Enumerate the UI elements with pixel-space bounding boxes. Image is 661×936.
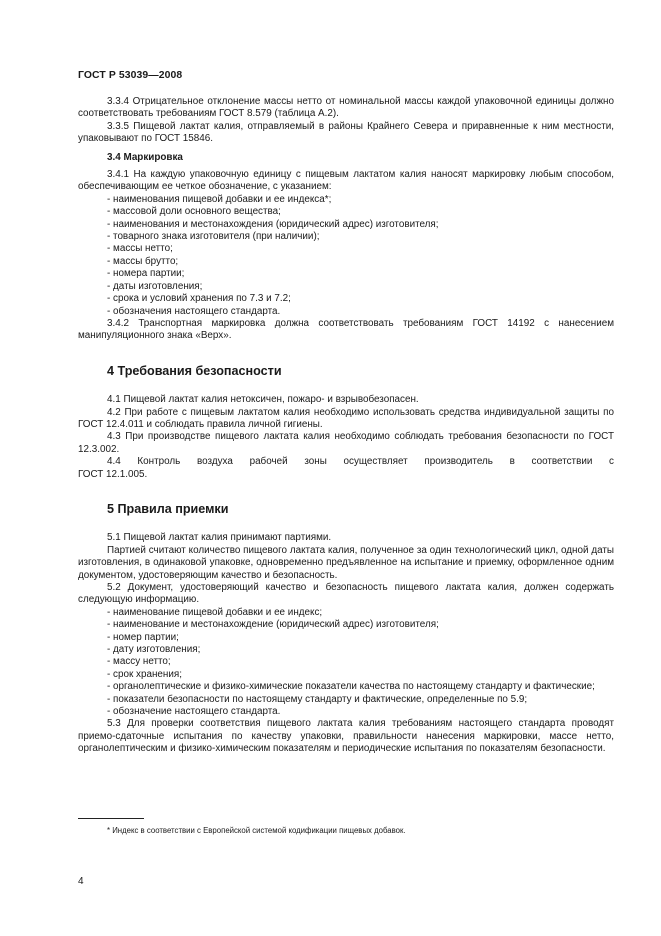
- document-body: [78, 96, 614, 756]
- paragraph-4-3: 4.3 При производстве пищевого лактата калия необходимо соблюдать требования безопасности по ГОСТ 12.3.002.: [78, 431, 614, 455]
- section-5-title: 5 Правила приемки: [107, 501, 229, 516]
- paragraph-3-4-2: 3.4.2 Транспортная маркировка должна соответствовать требованиям ГОСТ 14192 с нанесением манипуляционного знака «Верх».: [78, 317, 614, 342]
- document-header: ГОСТ Р 53039—2008: [78, 70, 183, 81]
- section-4-title: 4 Требования безопасности: [107, 363, 282, 378]
- list-item: - наименования пищевой добавки и ее индекса*;: [107, 193, 332, 205]
- list-item: - номер партии;: [107, 631, 179, 643]
- paragraph-5-2: 5.2 Документ, удостоверяющий качество и безопасность пищевого лактата калия, должен содержать следующую информацию.: [78, 582, 614, 606]
- list-item: - обозначение настоящего стандарта.: [107, 706, 281, 718]
- list-item: - дату изготовления;: [107, 644, 201, 656]
- list-item: - срока и условий хранения по 7.3 и 7.2;: [107, 293, 291, 305]
- paragraph-5-1-batch: Партией считают количество пищевого лактата калия, полученное за один технологический цикл, одной даты изготовления, в одинаковой упаковке, одновременно предъявленное на испытание и приемку, оформленное одним документом, удостоверяющим качество и безопасность.: [78, 544, 614, 581]
- page-number: 4: [78, 876, 84, 887]
- footnote: * Индекс в соответствии с Европейской системой кодификации пищевых добавок.: [107, 826, 406, 835]
- paragraph-4-4: 4.4 Контроль воздуха рабочей зоны осуществляет производитель в соответствии с: [107, 456, 614, 468]
- list-item: - наименование и местонахождение (юридический адрес) изготовителя;: [107, 619, 439, 631]
- list-item: - товарного знака изготовителя (при наличии);: [107, 231, 320, 243]
- list-item: - срок хранения;: [107, 668, 182, 680]
- paragraph-3-3-5: 3.3.5 Пищевой лактат калия, отправляемый в районы Крайнего Севера и приравненные к ним местности, упаковывают по ГОСТ 15846.: [78, 120, 614, 145]
- list-item: - показатели безопасности по настоящему стандарту и фактические, определенные по 5.9;: [107, 693, 528, 705]
- list-item: - номера партии;: [107, 268, 185, 280]
- paragraph-5-1: 5.1 Пищевой лактат калия принимают партиями.: [107, 532, 332, 544]
- list-item: - массовой доли основного вещества;: [107, 206, 281, 218]
- list-item: - органолептические и физико-химические показатели качества по настоящему стандарту и фактические;: [107, 681, 595, 693]
- subsection-3-4-title: 3.4 Маркировка: [107, 151, 183, 163]
- list-item: - обозначения настоящего стандарта.: [107, 305, 281, 317]
- footnote-divider: [78, 818, 144, 819]
- list-item: - даты изготовления;: [107, 280, 203, 292]
- paragraph-4-1: 4.1 Пищевой лактат калия нетоксичен, пожаро- и взрывобезопасен.: [107, 394, 419, 406]
- paragraph-5-3: 5.3 Для проверки соответствия пищевого лактата калия требованиям настоящего стандарта проводят приемо-сдаточные испытания по качеству упаковки, правильности нанесения маркировки, массе нетто, органолептическим и физико-химическим показателям и периодические испытания по показателям безопасности.: [78, 718, 614, 755]
- list-item: - массу нетто;: [107, 656, 171, 668]
- paragraph-3-3-4: 3.3.4 Отрицательное отклонение массы нетто от номинальной массы каждой упаковочной единицы должно соответствовать требованиям ГОСТ 8.579 (таблица А.2).: [78, 96, 614, 120]
- list-item: - наименование пищевой добавки и ее индекс;: [107, 606, 323, 618]
- list-item: - массы брутто;: [107, 255, 179, 267]
- paragraph-4-2: 4.2 При работе с пищевым лактатом калия необходимо использовать средства индивидуальной защиты по ГОСТ 12.4.011 и соблюдать правила личной гигиены.: [78, 406, 614, 430]
- paragraph-3-4-1: 3.4.1 На каждую упаковочную единицу с пищевым лактатом калия наносят маркировку любым способом, обеспечивающим ее четкое обозначение, с указанием:: [78, 169, 614, 193]
- paragraph-4-4-continued: ГОСТ 12.1.005.: [78, 468, 148, 480]
- list-item: - наименования и местонахождения (юридический адрес) изготовителя;: [107, 218, 439, 230]
- list-item: - массы нетто;: [107, 243, 173, 255]
